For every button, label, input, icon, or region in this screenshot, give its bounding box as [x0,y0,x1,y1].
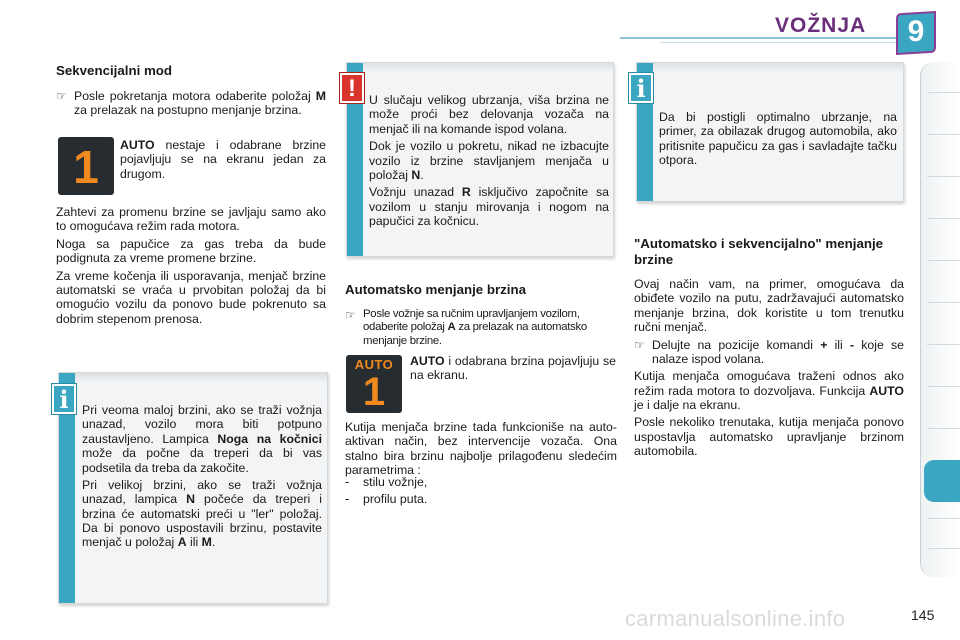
gear-digit: 1 [362,370,386,414]
tab-divider [927,302,960,303]
info-box-text: Pri veoma maloj brzini, ako se traži vožnja unazad, vozilo mora biti potpuno zaustavljeno. Lampica Noga na kočnici može da počne da treperi da bi vas podsetila da treba da zakočite. Pri velikoj brzini, ako se traži vožnja unazad, lampica N počeće da treperi i brzina će automatski preći u "ler" položaj. Da bi ponovo uspostavili brzinu, postavite menjač u položaj A ili M. [82,403,322,550]
tab-divider [927,134,960,135]
active-chapter-tab[interactable] [924,460,960,502]
tab-divider [927,218,960,219]
sequential-bullet [56,89,326,118]
list-item: - profilu puta. [345,492,428,507]
note-paragraph: Posle nekoliko trenutaka, kutija menjača ponovo uspostavlja automatsko upravljanje brzinom automobila. [634,415,904,459]
auto-indicator: AUTO [354,357,394,372]
auto-gear-display-icon [346,355,402,413]
steering-controls-bullet: ☞ Delujte na pozicije komandi + ili - koje se nalaze ispod volana. [634,337,904,366]
chapter-number: 9 [907,15,925,48]
list-item: - stilu vožnje, [345,475,428,489]
header-rule-thin [660,42,925,43]
note-paragraph: Za vreme kočenja ili usporavanja, menjač brzine automatski se vraća u prvobitan položaj da bi omogućio vozilu da ponovo bude pokrenuto sa dobrim stepenom prenosa. [56,268,326,326]
section-heading-automatic: Automatsko menjanje brzina [345,282,527,297]
info-box-text: Da bi postigli optimalno ubrzanje, na primer, za obilazak drugog automobila, ako pritisnite papučicu za gas i savladajte tačku otpora. [659,110,897,168]
page-number: 145 [911,607,935,623]
section-heading-auto-sequential: "Automatsko i sekvencijalno" menjanje brzine [634,236,884,267]
header-rule [620,37,925,39]
automatic-bullet [345,308,617,348]
info-icon: i [52,384,76,414]
page-header [620,0,960,62]
tab-divider [927,548,960,549]
bullet-text: Posle pokretanja motora odaberite položaj M za prelazak na postupno menjanje brzina. [74,89,326,118]
pointing-hand-icon: ☞ [56,89,67,103]
gear-digit: 1 [73,141,99,193]
note-paragraph: Ovaj način vam, na primer, omogućava da obiđete vozilo na putu, zadržavajući automatsko menjanje brzina, dok koristite u tom trenutku ručni menjač. [634,277,904,335]
gear-display-icon [58,137,114,195]
automatic-paragraph: Kutija menjača brzine tada funkcioniše na auto-aktivan način, bez intervencije vozača. Ona stalno bira brzinu najbolje prilagođenu sledećim parametrima : [345,420,617,478]
section-heading-sequential: Sekvencijalni mod [56,63,173,78]
tab-divider [927,386,960,387]
warning-box-text: U slučaju velikog ubrzanja, viša brzina ne može proći bez delovanja vozača na menjač ili na komande ispod volana. Dok je vozilo u pokretu, nikad ne izbacujte vozilo iz brzine stavljanjem menjača u položaj N. Vožnju unazad R isključivo započnite sa vozilom u stanju mirovanja i nogom na papučici za kočnicu. [369,93,609,228]
tab-divider [927,428,960,429]
auto-sequential-text [634,277,904,462]
tab-divider [927,344,960,345]
chapter-tabs [920,62,960,577]
tab-divider [927,518,960,519]
pointing-hand-icon: ☞ [345,308,356,322]
note-paragraph: Noga sa papučice za gas treba da bude podignuta za vreme promene brzine. [56,236,326,266]
auto-display-explanation: AUTO i odabrana brzina pojavljuju se na ekranu. [410,354,616,383]
bullet-text: Posle vožnje sa ručnim upravljanjem vozilom, odaberite položaj A za prelazak na automatsko menjanje brzine. [363,308,587,347]
chapter-badge [893,10,939,56]
chapter-title: VOŽNJA [775,14,867,37]
note-paragraph: Kutija menjača omogućava traženi odnos ako režim rada motora to dozvoljava. Funkcija AUTO je i dalje na ekranu. [634,369,904,412]
parameter-list [345,475,545,507]
sequential-notes [56,205,326,329]
tab-divider [927,260,960,261]
box-top-shade [363,63,613,73]
box-top-shade [653,63,903,73]
display-explanation: AUTO nestaje i odabrane brzine pojavljuju se na ekranu jedan za drugom. [120,138,326,181]
note-paragraph: Zahtevi za promenu brzine se javljaju samo ako to omogućava režim rada motora. [56,205,326,234]
pointing-hand-icon: ☞ [634,337,645,352]
info-icon: i [629,73,653,103]
box-top-shade [75,373,327,383]
tab-divider [927,92,960,93]
tab-divider [927,176,960,177]
watermark: carmanualsonline.info [625,606,846,631]
warning-icon: ! [340,73,364,103]
